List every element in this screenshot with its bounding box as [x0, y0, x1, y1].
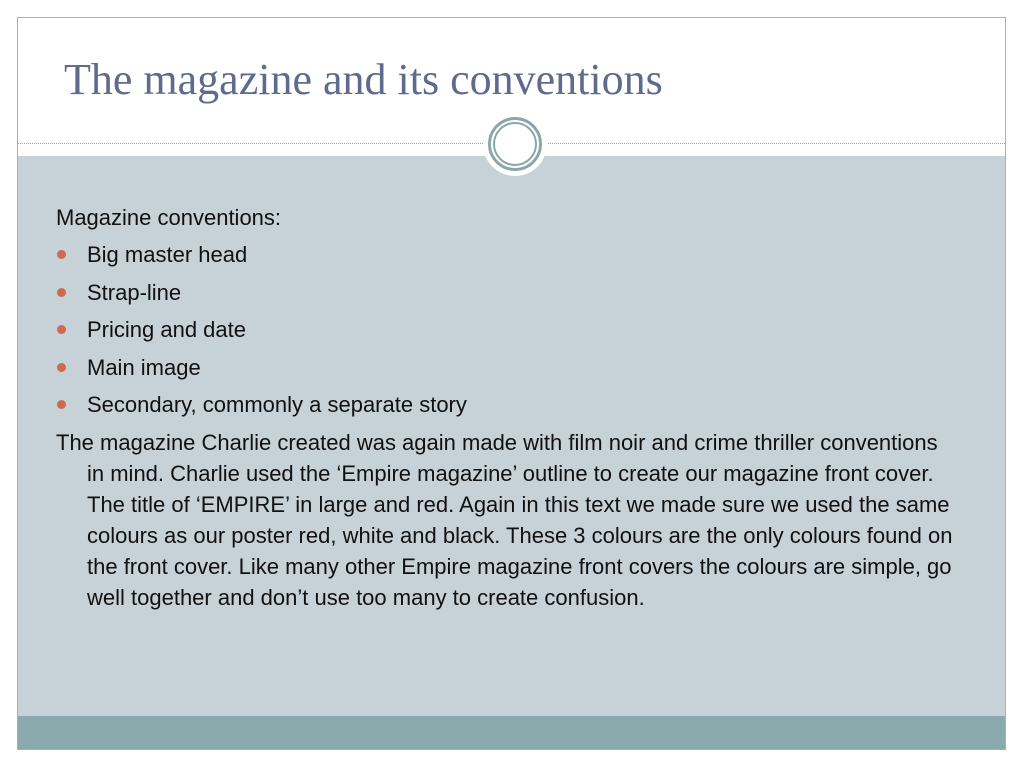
- list-item-text: Main image: [87, 354, 201, 380]
- list-item: [56, 389, 956, 420]
- intro-text: Magazine conventions:: [56, 205, 282, 230]
- list-item: [56, 277, 956, 308]
- slide-body: [56, 202, 956, 613]
- list-item-text: Strap-line: [87, 279, 182, 305]
- list-item-text: Secondary, commonly a separate story: [87, 392, 467, 417]
- list-item: [56, 314, 956, 345]
- list-item: [56, 352, 956, 383]
- bullet-dot-icon: [57, 325, 66, 334]
- body-paragraph: The magazine Charlie created was again made with film noir and crime thriller conventions in mind. Charlie used the ‘Empire magazine’ outline to create our magazine front cover. The title of ‘EMPIRE’ in large and red. Again in this text we made sure we used the same colours as our poster red, white and black. These 3 colours are the only colours found on the front cover. Like many other Empire magazine front covers the colours are simple, go well together and don’t use too many to create confusion.: [56, 429, 953, 610]
- bullet-dot-icon: [57, 363, 66, 372]
- list-item-text: Pricing and date: [87, 317, 246, 342]
- bullet-dot-icon: [57, 250, 66, 259]
- bullet-list: [56, 239, 956, 420]
- slide-title: The magazine and its conventions: [64, 55, 663, 104]
- bullet-dot-icon: [57, 400, 66, 409]
- list-item: [56, 239, 956, 270]
- circle-ornament-inner: [493, 122, 537, 166]
- bullet-dot-icon: [57, 288, 66, 297]
- slide: [17, 17, 1006, 750]
- bottom-accent-bar: [18, 716, 1005, 750]
- list-item-text: Big master head: [87, 242, 248, 267]
